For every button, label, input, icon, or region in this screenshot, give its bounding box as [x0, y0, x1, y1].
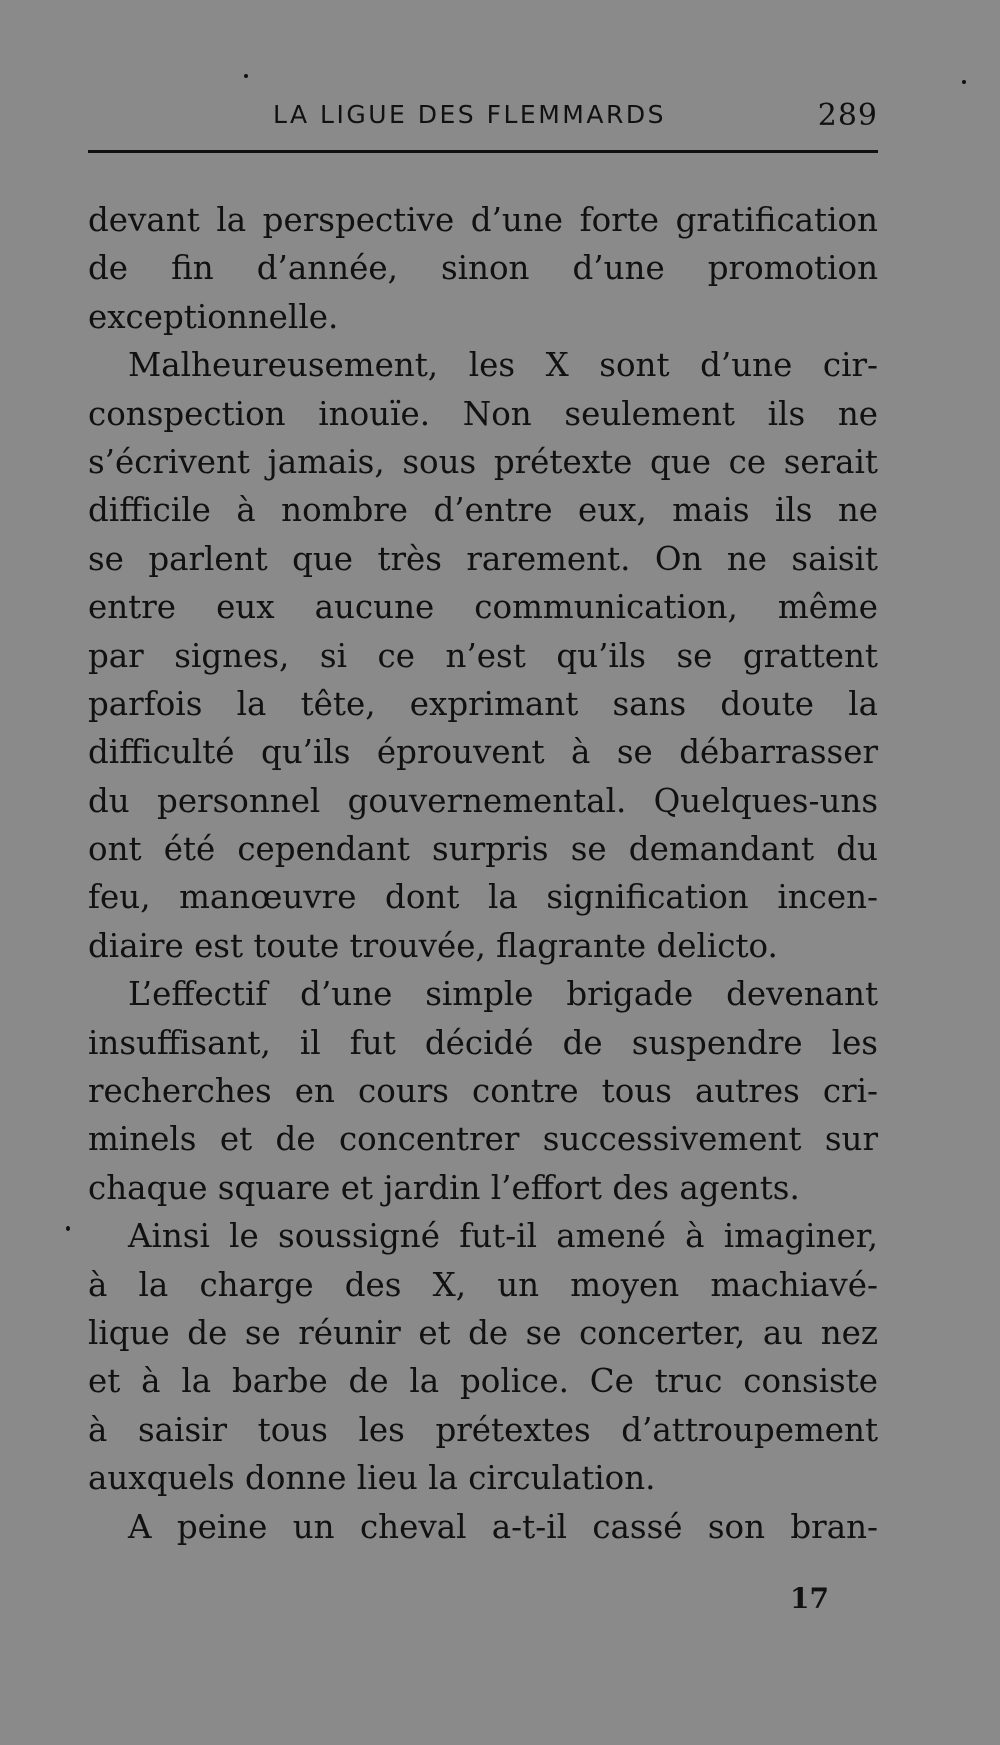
text-line: Malheureusement, les X sont d’une cir- [128, 346, 878, 385]
text-line: A peine un cheval a-t-il cassé son bran- [128, 1507, 878, 1546]
text-line: diaire est toute trouvée, flagrante delicto. [88, 926, 778, 965]
text-line: et à la barbe de la police. Ce truc consiste [88, 1362, 878, 1401]
text-line: auxquels donne lieu la circulation. [88, 1459, 656, 1498]
signature-mark: 17 [790, 1582, 829, 1615]
text-line: exceptionnelle. [88, 297, 339, 336]
text-line: s’écrivent jamais, sous prétexte que ce serait [88, 442, 878, 481]
text-line: L’effectif d’une simple brigade devenant [128, 975, 878, 1014]
text-line: minels et de concentrer successivement sur [88, 1120, 878, 1159]
text-line: difficulté qu’ils éprouvent à se débarrasser [88, 733, 878, 772]
text-line: se parlent que très rarement. On ne saisit [88, 539, 878, 578]
text-line: conspection inouïe. Non seulement ils ne [88, 394, 878, 433]
running-title: LA LIGUE DES FLEMMARDS [273, 100, 666, 129]
text-line: entre eux aucune communication, même [88, 588, 878, 627]
text-line: du personnel gouvernemental. Quelques-uns [88, 781, 878, 820]
page-number: 289 [817, 98, 878, 133]
text-line: de fin d’année, sinon d’une promotion [88, 249, 878, 288]
text-line: ont été cependant surpris se demandant du [88, 830, 878, 869]
text-line: devant la perspective d’une forte gratification [88, 201, 878, 239]
text-line: recherches en cours contre tous autres cri- [88, 1072, 878, 1111]
text-line: chaque square et jardin l’effort des agents. [88, 1168, 800, 1207]
ink-speck [244, 74, 248, 78]
header-rule [88, 150, 878, 153]
ink-speck [962, 80, 966, 84]
text-line: insuffisant, il fut décidé de suspendre les [88, 1023, 878, 1062]
body-text [88, 196, 878, 1551]
text-line: parfois la tête, exprimant sans doute la [88, 684, 878, 723]
text-line: difficile à nombre d’entre eux, mais ils ne [88, 491, 878, 530]
ink-speck [66, 1226, 70, 1231]
text-line: lique de se réunir et de se concerter, au nez [88, 1313, 878, 1352]
page-header [88, 100, 878, 140]
text-line: par signes, si ce n’est qu’ils se grattent [88, 636, 878, 675]
text-line: à saisir tous les prétextes d’attroupement [88, 1410, 878, 1449]
text-line: feu, manœuvre dont la signification incen- [88, 878, 878, 917]
text-line: Ainsi le soussigné fut-il amené à imaginer, [128, 1217, 878, 1256]
text-line: à la charge des X, un moyen machiavé- [88, 1265, 878, 1304]
